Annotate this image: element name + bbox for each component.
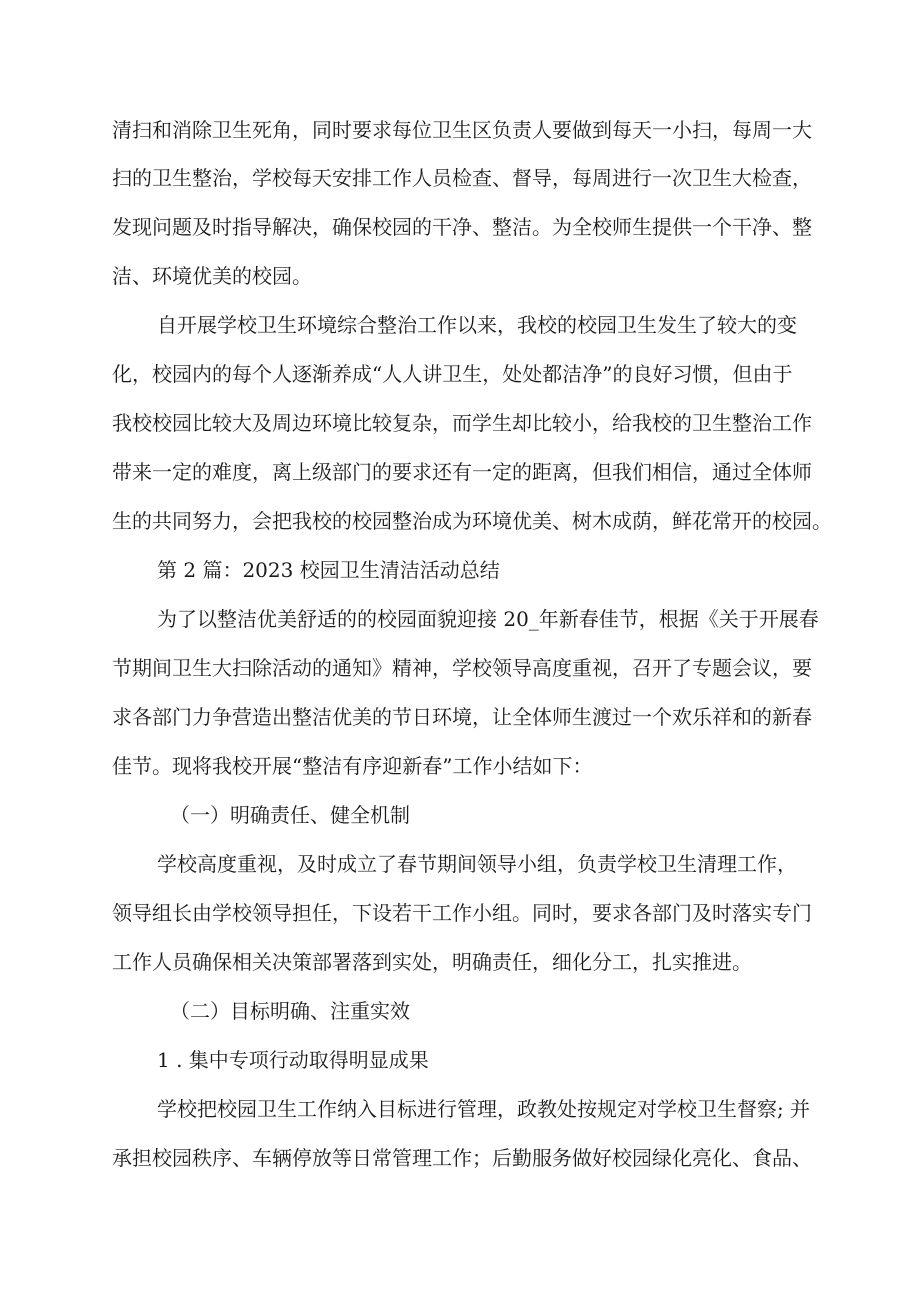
paragraph-line: 为了以整洁优美舒适的的校园面貌迎接 20_年新春佳节，根据《关于开展春 bbox=[157, 607, 819, 631]
paragraph-line: 扫的卫生整治，学校每天安排工作人员检查、督导，每周进行一次卫生大检查， bbox=[112, 166, 812, 190]
paragraph-line: 学校把校园卫生工作纳入目标进行管理，政教处按规定对学校卫生督察; 并 bbox=[157, 1097, 811, 1121]
numbered-heading: 1 . 集中专项行动取得明显成果 bbox=[157, 1048, 429, 1072]
subsection-heading: （一）明确责任、健全机制 bbox=[170, 803, 410, 827]
paragraph-line: 带来一定的难度，离上级部门的要求还有一定的距离，但我们相信，通过全体师 bbox=[112, 460, 812, 484]
paragraph-line: 领导组长由学校领导担任，下设若干工作小组。同时，要求各部门及时落实专门 bbox=[112, 901, 812, 925]
paragraph-line: 节期间卫生大扫除活动的通知》精神，学校领导高度重视，召开了专题会议，要 bbox=[112, 656, 812, 680]
paragraph-line: 佳节。现将我校开展“整洁有序迎新春”工作小结如下： bbox=[112, 754, 593, 778]
paragraph-line: 学校高度重视，及时成立了春节期间领导小组，负责学校卫生清理工作， bbox=[157, 852, 797, 876]
paragraph-line: 生的共同努力，会把我校的校园整治成为环境优美、树木成荫，鲜花常开的校园。 bbox=[112, 509, 832, 533]
paragraph-line: 工作人员确保相关决策部署落到实处，明确责任，细化分工，扎实推进。 bbox=[112, 950, 752, 974]
paragraph-line: 我校校园比较大及周边环境比较复杂，而学生却比较小，给我校的卫生整治工作 bbox=[112, 411, 812, 435]
section-heading: 第 2 篇：2023 校园卫生清洁活动总结 bbox=[157, 558, 500, 582]
subsection-heading: （二）目标明确、注重实效 bbox=[170, 999, 410, 1023]
paragraph-line: 洁、环境优美的校园。 bbox=[112, 264, 312, 288]
paragraph-line: 承担校园秩序、车辆停放等日常管理工作；后勤服务做好校园绿化亮化、食品、 bbox=[112, 1146, 812, 1170]
paragraph-line: 发现问题及时指导解决，确保校园的干净、整洁。为全校师生提供一个干净、整 bbox=[112, 215, 812, 239]
paragraph-line: 求各部门力争营造出整洁优美的节日环境，让全体师生渡过一个欢乐祥和的新春 bbox=[112, 705, 812, 729]
paragraph-line: 清扫和消除卫生死角，同时要求每位卫生区负责人要做到每天一小扫，每周一大 bbox=[112, 118, 812, 142]
paragraph-line: 化，校园内的每个人逐渐养成“人人讲卫生，处处都洁净”的良好习惯，但由于 bbox=[112, 362, 793, 386]
paragraph-line: 自开展学校卫生环境综合整治工作以来，我校的校园卫生发生了较大的变 bbox=[157, 313, 797, 337]
